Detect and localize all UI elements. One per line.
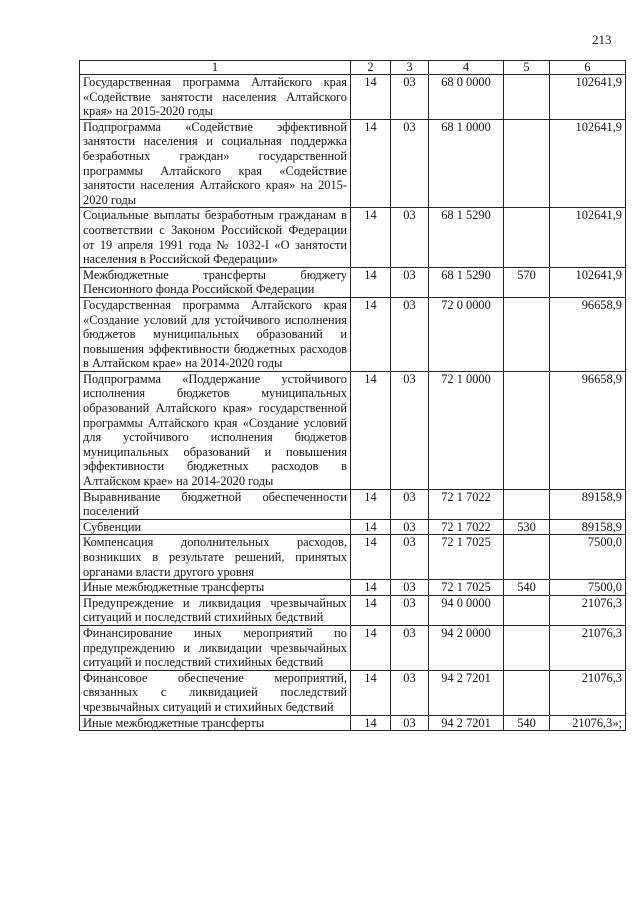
target-article-cell: 72 1 7025 bbox=[429, 580, 504, 596]
row-name-cell: Межбюджетные трансферты бюджету Пенсионного фонда Российской Федерации bbox=[80, 267, 351, 297]
column-header: 4 bbox=[429, 61, 504, 75]
amount-cell: 96658,9 bbox=[550, 297, 626, 371]
amount-cell: 96658,9 bbox=[550, 371, 626, 489]
row-name-cell: Иные межбюджетные трансферты bbox=[80, 715, 351, 731]
target-article-cell: 68 1 5290 bbox=[429, 208, 504, 267]
target-article-cell: 68 0 0000 bbox=[429, 75, 504, 120]
table-row bbox=[80, 519, 626, 535]
row-name-cell: Государственная программа Алтайского края «Содействие занятости населения Алтайского края» на 2015-2020 годы bbox=[80, 75, 351, 120]
row-name-cell: Выравнивание бюджетной обеспеченности поселений bbox=[80, 489, 351, 519]
subsection-code-cell: 03 bbox=[391, 595, 429, 625]
subsection-code-cell: 03 bbox=[391, 208, 429, 267]
amount-cell: 102641,9 bbox=[550, 267, 626, 297]
section-code-cell: 14 bbox=[351, 715, 391, 731]
row-name-cell: Предупреждение и ликвидация чрезвычайных ситуаций и последствий стихийных бедствий bbox=[80, 595, 351, 625]
row-name-cell: Субвенции bbox=[80, 519, 351, 535]
target-article-cell: 68 1 5290 bbox=[429, 267, 504, 297]
expense-type-cell bbox=[504, 297, 550, 371]
page-number: 213 bbox=[592, 32, 612, 47]
table-row bbox=[80, 119, 626, 208]
row-name-cell: Компенсация дополнительных расходов, возникших в результате решений, принятых органами власти другого уровня bbox=[80, 535, 351, 580]
column-header: 1 bbox=[80, 61, 351, 75]
expense-type-cell: 530 bbox=[504, 519, 550, 535]
target-article-cell: 72 1 7022 bbox=[429, 519, 504, 535]
table-row bbox=[80, 595, 626, 625]
subsection-code-cell: 03 bbox=[391, 489, 429, 519]
amount-cell: 102641,9 bbox=[550, 208, 626, 267]
subsection-code-cell: 03 bbox=[391, 670, 429, 715]
subsection-code-cell: 03 bbox=[391, 267, 429, 297]
expense-type-cell bbox=[504, 489, 550, 519]
expense-type-cell: 570 bbox=[504, 267, 550, 297]
row-name-cell: Социальные выплаты безработным гражданам в соответствии с Законом Российской Федерации от 19 апреля 1991 года № 1032-I «О занятости населения в Российской Федерации» bbox=[80, 208, 351, 267]
target-article-cell: 72 1 0000 bbox=[429, 371, 504, 489]
table-row bbox=[80, 75, 626, 120]
amount-cell: 102641,9 bbox=[550, 75, 626, 120]
table-row bbox=[80, 297, 626, 371]
table-header-row bbox=[80, 61, 626, 75]
section-code-cell: 14 bbox=[351, 625, 391, 670]
section-code-cell: 14 bbox=[351, 670, 391, 715]
table-row bbox=[80, 715, 626, 731]
table-row bbox=[80, 267, 626, 297]
table-row bbox=[80, 535, 626, 580]
target-article-cell: 68 1 0000 bbox=[429, 119, 504, 208]
row-name-cell: Подпрограмма «Поддержание устойчивого исполнения бюджетов муниципальных образований Алтайского края» государственной программы Алтайского края «Создание условий для устойчивого исполнения бюджетов муниципальных образований и повышения эффективности бюджетных расходов в Алтайском крае» на 2014-2020 годы bbox=[80, 371, 351, 489]
subsection-code-cell: 03 bbox=[391, 535, 429, 580]
table-row bbox=[80, 489, 626, 519]
amount-cell: 21076,3»; bbox=[550, 715, 626, 731]
subsection-code-cell: 03 bbox=[391, 580, 429, 596]
table-row bbox=[80, 580, 626, 596]
section-code-cell: 14 bbox=[351, 580, 391, 596]
subsection-code-cell: 03 bbox=[391, 371, 429, 489]
section-code-cell: 14 bbox=[351, 297, 391, 371]
row-name-cell: Государственная программа Алтайского края «Создание условий для устойчивого исполнения бюджетов муниципальных образований и повышения эффективности бюджетных расходов в Алтайском крае» на 2014-2020 годы bbox=[80, 297, 351, 371]
subsection-code-cell: 03 bbox=[391, 297, 429, 371]
amount-cell: 7500,0 bbox=[550, 580, 626, 596]
subsection-code-cell: 03 bbox=[391, 625, 429, 670]
table-row bbox=[80, 670, 626, 715]
target-article-cell: 94 2 7201 bbox=[429, 670, 504, 715]
expense-type-cell bbox=[504, 670, 550, 715]
expense-type-cell: 540 bbox=[504, 715, 550, 731]
target-article-cell: 72 0 0000 bbox=[429, 297, 504, 371]
row-name-cell: Финансирование иных мероприятий по предупреждению и ликвидации чрезвычайных ситуаций и последствий стихийных бедствий bbox=[80, 625, 351, 670]
table-row bbox=[80, 208, 626, 267]
table-row bbox=[80, 625, 626, 670]
expense-type-cell bbox=[504, 595, 550, 625]
expense-type-cell bbox=[504, 119, 550, 208]
subsection-code-cell: 03 bbox=[391, 75, 429, 120]
target-article-cell: 72 1 7025 bbox=[429, 535, 504, 580]
column-header: 2 bbox=[351, 61, 391, 75]
section-code-cell: 14 bbox=[351, 519, 391, 535]
target-article-cell: 94 2 7201 bbox=[429, 715, 504, 731]
expense-type-cell: 540 bbox=[504, 580, 550, 596]
expense-type-cell bbox=[504, 75, 550, 120]
amount-cell: 21076,3 bbox=[550, 625, 626, 670]
section-code-cell: 14 bbox=[351, 267, 391, 297]
target-article-cell: 72 1 7022 bbox=[429, 489, 504, 519]
table-row bbox=[80, 371, 626, 489]
expense-type-cell bbox=[504, 535, 550, 580]
expense-type-cell bbox=[504, 371, 550, 489]
section-code-cell: 14 bbox=[351, 208, 391, 267]
subsection-code-cell: 03 bbox=[391, 519, 429, 535]
budget-table bbox=[79, 60, 626, 731]
amount-cell: 89158,9 bbox=[550, 519, 626, 535]
subsection-code-cell: 03 bbox=[391, 715, 429, 731]
section-code-cell: 14 bbox=[351, 595, 391, 625]
section-code-cell: 14 bbox=[351, 371, 391, 489]
target-article-cell: 94 2 0000 bbox=[429, 625, 504, 670]
section-code-cell: 14 bbox=[351, 75, 391, 120]
amount-cell: 89158,9 bbox=[550, 489, 626, 519]
amount-cell: 21076,3 bbox=[550, 670, 626, 715]
column-header: 5 bbox=[504, 61, 550, 75]
subsection-code-cell: 03 bbox=[391, 119, 429, 208]
amount-cell: 102641,9 bbox=[550, 119, 626, 208]
amount-cell: 21076,3 bbox=[550, 595, 626, 625]
row-name-cell: Иные межбюджетные трансферты bbox=[80, 580, 351, 596]
column-header: 6 bbox=[550, 61, 626, 75]
section-code-cell: 14 bbox=[351, 535, 391, 580]
row-name-cell: Подпрограмма «Содействие эффективной занятости населения и социальная поддержка безработных граждан» государственной программы Алтайского края «Содействие занятости населения Алтайского края» на 2015-2020 годы bbox=[80, 119, 351, 208]
expense-type-cell bbox=[504, 208, 550, 267]
column-header: 3 bbox=[391, 61, 429, 75]
expense-type-cell bbox=[504, 625, 550, 670]
row-name-cell: Финансовое обеспечение мероприятий, связанных с ликвидацией последствий чрезвычайных ситуаций и стихийных бедствий bbox=[80, 670, 351, 715]
target-article-cell: 94 0 0000 bbox=[429, 595, 504, 625]
amount-cell: 7500,0 bbox=[550, 535, 626, 580]
section-code-cell: 14 bbox=[351, 119, 391, 208]
section-code-cell: 14 bbox=[351, 489, 391, 519]
